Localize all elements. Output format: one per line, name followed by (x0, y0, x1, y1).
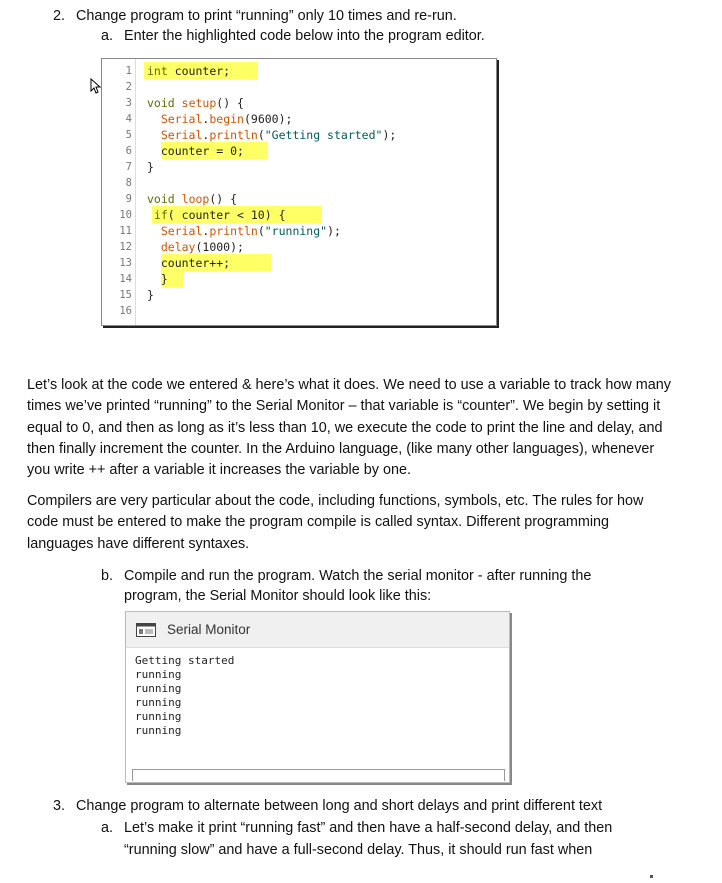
code-line-3: void setup() { (147, 96, 244, 110)
serial-output-line: running (135, 682, 182, 695)
code-line-15: } (147, 288, 154, 302)
step-b-line-2: program, the Serial Monitor should look like this: (124, 588, 432, 604)
step-3a-line-2: “running slow” and have a full-second delay. Thus, it should run fast when (124, 842, 593, 858)
code-line-14: } (147, 272, 168, 286)
step-2a-letter: a. (101, 28, 114, 44)
code-line-9: void loop() { (147, 192, 238, 206)
step-b-letter: b. (101, 568, 114, 584)
code-line-4: Serial.begin(9600); (160, 112, 293, 126)
serial-output-line: running (135, 724, 182, 737)
line-number: 6 (125, 145, 132, 157)
step-3a-line-1: Let’s make it print “running fast” and then have a half-second delay, and then (124, 820, 613, 836)
code-line-10: if( counter < 10) { (153, 208, 286, 222)
line-number: 12 (119, 241, 132, 253)
step-3-number: 3. (53, 798, 66, 814)
serial-monitor-title: Serial Monitor (167, 622, 251, 637)
code-line-6: counter = 0; (147, 144, 244, 158)
line-number: 2 (125, 81, 132, 93)
code-line-1: int counter; (147, 64, 231, 78)
line-number: 4 (125, 113, 132, 125)
line-number: 1 (125, 65, 132, 77)
line-number: 11 (119, 225, 132, 237)
serial-monitor-window (125, 611, 510, 783)
line-number: 3 (125, 97, 132, 109)
step-3-title: Change program to alternate between long and short delays and print different text (76, 798, 603, 814)
serial-output-line: running (135, 696, 182, 709)
serial-monitor-header (126, 612, 509, 648)
explanation-paragraph-1: Let’s look at the code we entered & here’s what it does. We need to use a variable to track how many times we’ve printed “running” to the Serial Monitor – that variable is “counter”. We begin by setting it equal to 0, and then as long as it’s less than 10, we execute the code to print the line and delay, and then finally increment the counter. In the Arduino language, (like many other languages), whenever you write ++ after a variable it increases the variable by one. (27, 377, 671, 479)
code-line-13: counter++; (147, 256, 231, 270)
line-number: 7 (125, 161, 132, 173)
serial-output-line: running (135, 668, 182, 681)
line-number-gutter (102, 59, 136, 325)
line-number: 14 (119, 273, 132, 285)
serial-monitor-window-icon (136, 623, 156, 637)
serial-output-line: Getting started (135, 654, 235, 667)
step-3a-letter: a. (101, 820, 114, 836)
explanation-paragraph-2: Compilers are very particular about the code, including functions, symbols, etc. The rules for how code must be entered to make the program compile is called syntax. Different programming languages have different syntaxes. (27, 493, 644, 552)
step-b-line-1: Compile and run the program. Watch the serial monitor - after running the (124, 568, 592, 584)
step-2a-text: Enter the highlighted code below into the program editor. (124, 28, 485, 44)
code-editor[interactable] (101, 58, 497, 326)
code-line-5: Serial.println("Getting started"); (160, 128, 397, 142)
serial-input-field[interactable] (132, 769, 505, 781)
line-number: 9 (125, 193, 132, 205)
page-mark (650, 875, 653, 878)
step-2-number: 2. (53, 8, 66, 24)
line-number: 5 (125, 129, 132, 141)
code-line-7: } (147, 160, 154, 174)
line-number: 15 (119, 289, 132, 301)
line-number: 8 (125, 177, 132, 189)
line-number: 13 (119, 257, 132, 269)
serial-output-line: running (135, 710, 182, 723)
code-line-11: Serial.println("running"); (160, 224, 341, 238)
line-number: 16 (119, 305, 132, 317)
code-line-12: delay(1000); (160, 240, 244, 254)
line-number: 10 (119, 209, 132, 221)
step-2-title: Change program to print “running” only 10 times and re-run. (76, 8, 457, 24)
